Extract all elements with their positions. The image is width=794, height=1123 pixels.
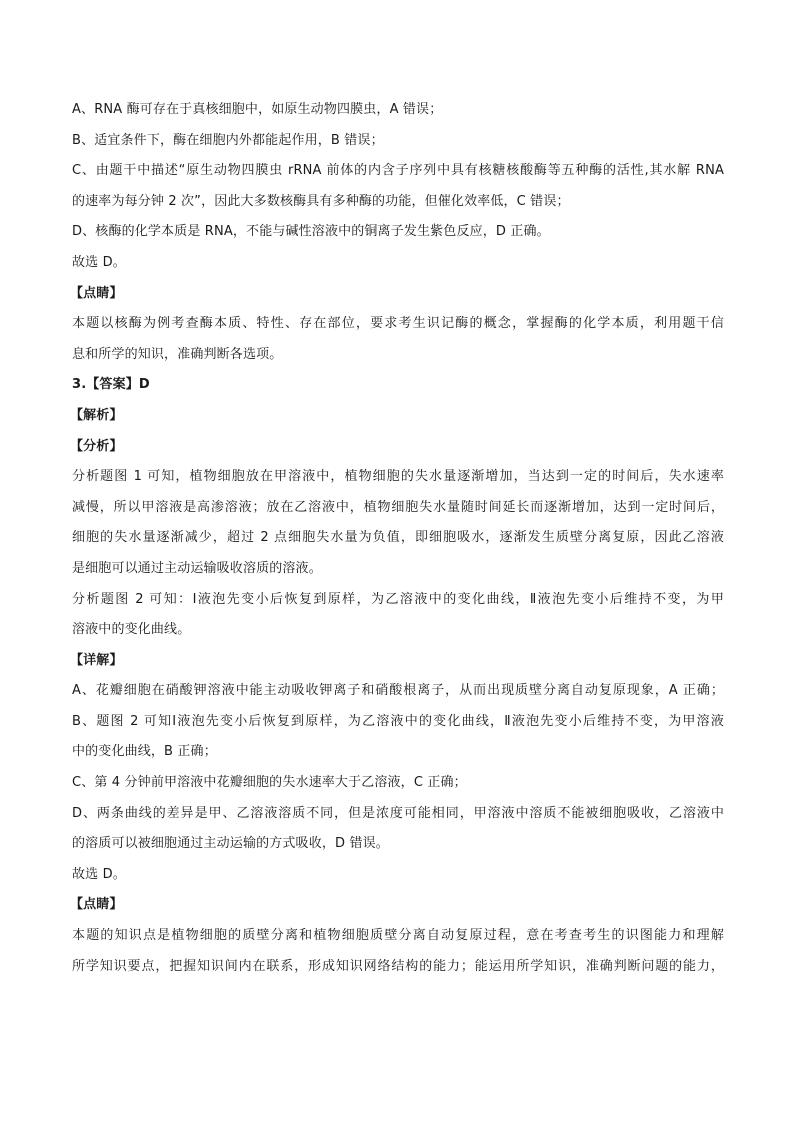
text-line: D、核酶的化学本质是 RNA，不能与碱性溶液中的铜离子发生紫色反应，D 正确。 bbox=[72, 224, 550, 240]
text-line: C、第 4 分钟前甲溶液中花瓣细胞的失水速率大于乙溶液，C 正确； bbox=[72, 775, 467, 791]
text-line: 溶液中的变化曲线。 bbox=[72, 622, 191, 638]
text-line: A、RNA 酶可存在于真核细胞中，如原生动物四膜虫，A 错误； bbox=[72, 102, 443, 117]
answer-line: 3.【答案】D bbox=[72, 377, 150, 393]
text-line: 是细胞可以通过主动运输吸收溶质的溶液。 bbox=[72, 560, 322, 576]
text-line: 所学知识要点，把握知识间内在联系，形成知识网络结构的能力；能运用所学知识，准确判断问题的能力， bbox=[72, 958, 724, 974]
section-heading: 【解析】 bbox=[70, 407, 123, 423]
text-line: B、适宜条件下，酶在细胞内外都能起作用，B 错误； bbox=[72, 132, 384, 148]
text-line: 的速率为每分钟 2 次”，因此大多数核酶具有多种酶的功能，但催化效率低，C 错误； bbox=[72, 193, 570, 209]
section-heading: 【详解】 bbox=[70, 652, 123, 668]
text-line: D、两条曲线的差异是甲、乙溶液溶质不同，但是浓度可能相同，甲溶液中溶质不能被细胞吸收，乙溶液中 bbox=[72, 805, 724, 821]
answer-explanation-text bbox=[72, 95, 724, 982]
text-line: 的溶质可以被细胞通过主动运输的方式吸收，D 错误。 bbox=[72, 836, 389, 852]
text-line: 本题以核酶为例考查酶本质、特性、存在部位，要求考生识记酶的概念，掌握酶的化学本质，利用题干信 bbox=[72, 316, 724, 332]
section-heading: 【分析】 bbox=[70, 438, 123, 454]
text-line: 故选 D。 bbox=[72, 254, 126, 270]
text-line: 分析题图 2 可知：Ⅰ液泡先变小后恢复到原样，为乙溶液中的变化曲线，Ⅱ液泡先变小后维持不变，为甲 bbox=[72, 591, 724, 607]
section-heading: 【点睛】 bbox=[70, 285, 123, 301]
text-line: 中的变化曲线，B 正确； bbox=[72, 744, 217, 760]
text-line: 分析题图 1 可知，植物细胞放在甲溶液中，植物细胞的失水量逐渐增加，当达到一定的时间后，失水速率 bbox=[72, 469, 724, 485]
text-line: 细胞的失水量逐渐减少，超过 2 点细胞失水量为负值，即细胞吸水，逐渐发生质壁分离复原，因此乙溶液 bbox=[72, 530, 724, 546]
text-line: B、题图 2 可知Ⅰ液泡先变小后恢复到原样，为乙溶液中的变化曲线，Ⅱ液泡先变小后维持不变，为甲溶液 bbox=[72, 713, 724, 729]
text-line: 减慢，所以甲溶液是高渗溶液；放在乙溶液中，植物细胞失水量随时间延长而逐渐增加，达到一定时间后， bbox=[72, 499, 724, 515]
text-line: 故选 D。 bbox=[72, 866, 126, 882]
text-line: 本题的知识点是植物细胞的质壁分离和植物细胞质壁分离自动复原过程，意在考查考生的识图能力和理解 bbox=[72, 928, 724, 944]
text-line: A、花瓣细胞在硝酸钾溶液中能主动吸收钾离子和硝酸根离子，从而出现质壁分离自动复原现象，A 正确； bbox=[72, 683, 724, 699]
section-heading: 【点睛】 bbox=[70, 897, 123, 913]
text-line: 息和所学的知识，准确判断各选项。 bbox=[72, 346, 283, 362]
text-line: C、由题干中描述“原生动物四膜虫 rRNA 前体的内含子序列中具有核糖核酸酶等五种酶的活性,其水解 RNA bbox=[72, 163, 724, 179]
